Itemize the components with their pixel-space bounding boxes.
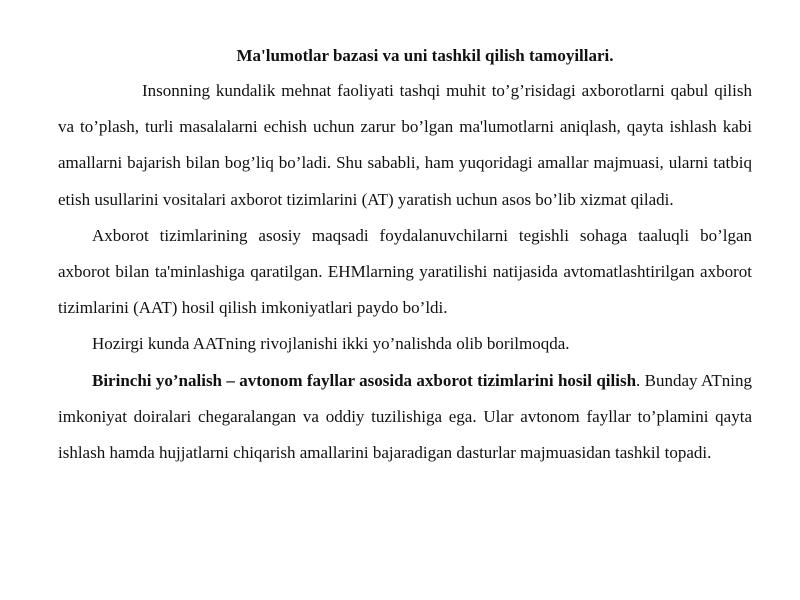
paragraph-purpose (58, 218, 752, 327)
paragraph-first-direction-text: . Bunday ATning imkoniyat doiralari chegaralangan va oddiy tuzilishiga ega. Ular avtonom fayllar to’plamini qayta ishlash hamda hujjatlarni chiqarish amallarini bajaradigan dasturlar majmuasidan tashkil topadi. (58, 370, 752, 463)
document-page (58, 44, 752, 471)
paragraph-intro-text: Insonning kundalik mehnat faoliyati tashqi muhit to’g’risidagi axborotlarni qabul qilish va to’plash, turli masalalarni echish uchun zarur bo’lgan ma'lumotlarni aniqlash, qayta ishlash kabi amallarni bajarish bilan bog’liq bo’ladi. Shu sababli, ham yuqoridagi amallar majmuasi, ularni tatbiq etish usullarini vositalari axborot tizimlarini (AT) yaratish uchun asos bo’lib xizmat qiladi. (58, 81, 752, 209)
paragraph-intro (58, 73, 752, 218)
paragraph-first-direction-heading: Birinchi yo’nalish – avtonom fayllar asosida axborot tizimlarini hosil qilish (92, 370, 637, 390)
paragraph-purpose-text: Axborot tizimlarining asosiy maqsadi foydalanuvchilarni tegishli sohaga taaluqli bo’lgan axborot bilan ta'minlashiga qaratilgan. EHMlarning yaratilishi natijasida avtomatlashtirilgan axborot tizimlarini (AAT) hosil qilish imkoniyatlari paydo bo’ldi. (58, 225, 752, 318)
paragraph-directions (58, 326, 752, 362)
document-title: Ma'lumotlar bazasi va uni tashkil qilish tamoyillari. (236, 46, 614, 65)
paragraph-directions-text: Hozirgi kunda AATning rivojlanishi ikki yo’nalishda olib borilmoqda. (92, 334, 570, 354)
paragraph-first-direction (58, 363, 752, 472)
